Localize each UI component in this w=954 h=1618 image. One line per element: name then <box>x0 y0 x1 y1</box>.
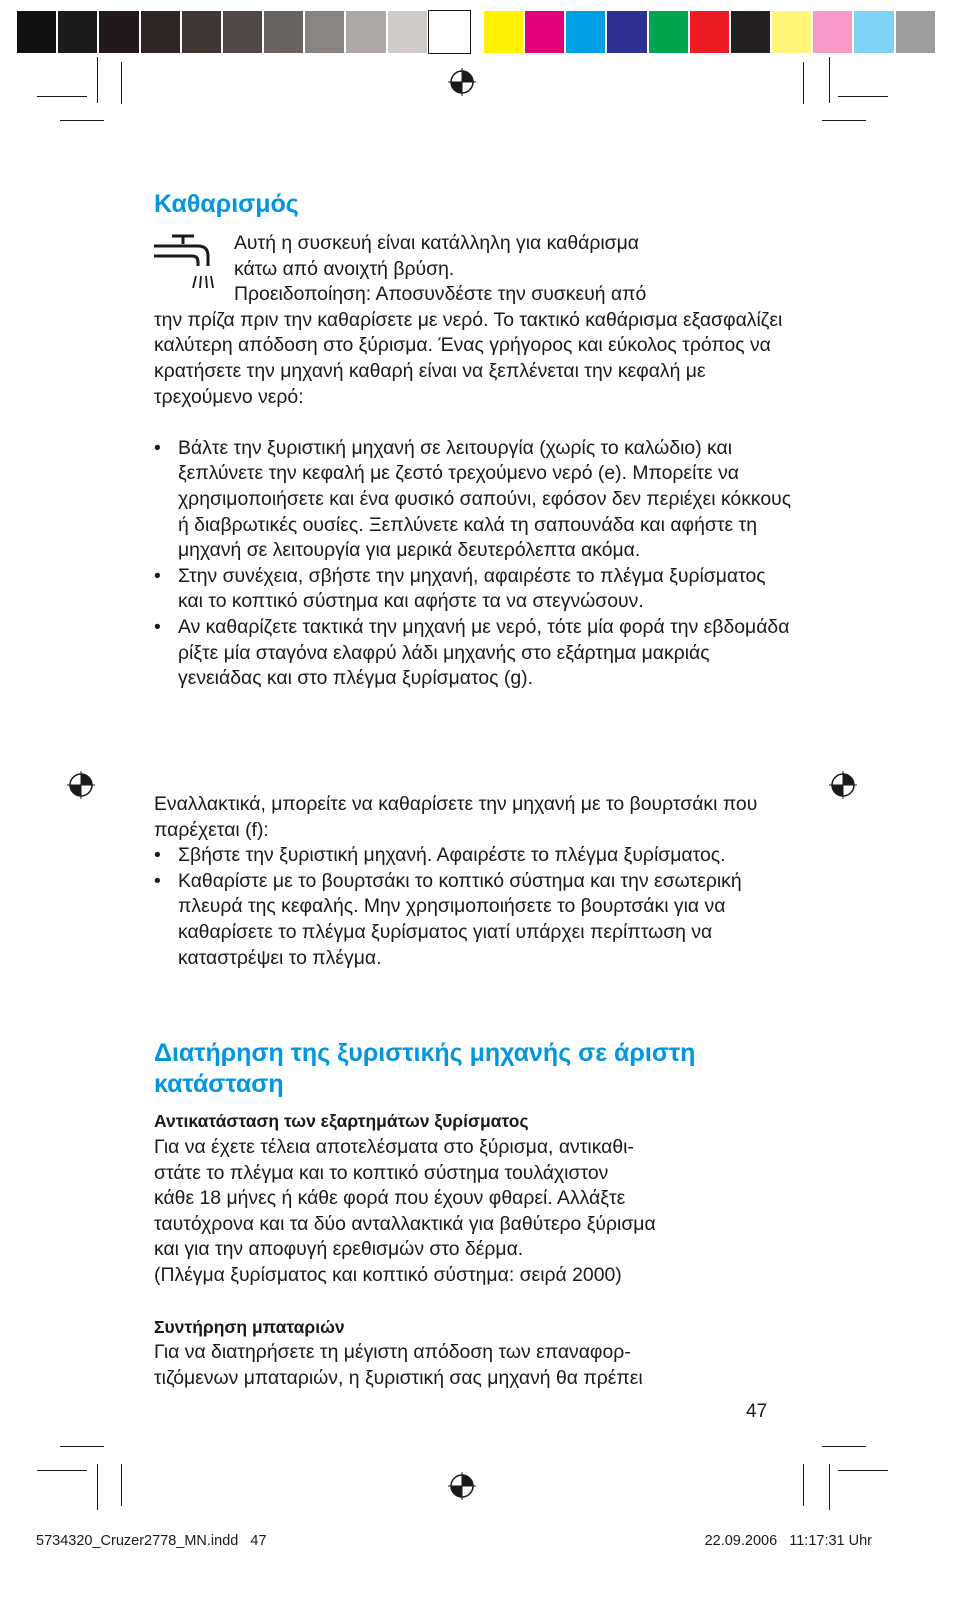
crop-mark <box>829 1464 830 1510</box>
color-swatch <box>690 11 731 53</box>
section-title-maintenance: Διατήρηση της ξυριστικής μηχανής σε άριστη <box>154 1039 696 1067</box>
color-swatch <box>566 11 607 53</box>
color-swatch <box>388 11 429 53</box>
replacement-line: και για την αποφυγή ερεθισμών στο δέρμα. <box>154 1238 524 1261</box>
color-calibration-bar <box>17 11 937 53</box>
registration-mark-icon <box>829 771 857 799</box>
color-swatch <box>17 11 58 53</box>
color-swatch <box>141 11 182 53</box>
color-swatch <box>772 11 813 53</box>
battery-line: τιζόμενων μπαταριών, η ξυριστική σας μηχανή θα πρέπει <box>154 1366 643 1389</box>
crop-mark <box>838 1470 888 1471</box>
list-item: • Βάλτε την ξυριστική μηχανή σε λειτουργία (χωρίς το καλώδιο) και ξεπλύνετε την κεφαλή με ζεστό τρεχούμενο νερό (e). Μπορείτε να χρησιμοποιήσετε και ένα φυσικό σαπούνι, εφόσον δεν περιέχει κόκκους ή διαβρωτικές ουσίες. Ξεπλύνετε καλά τη σαπουνάδα και αφήστε τη μηχανή σε λειτουργία για μερικά δευτερόλεπτα ακόμα. <box>154 436 794 564</box>
color-swatch <box>182 11 223 53</box>
crop-mark <box>60 1446 104 1447</box>
color-swatch <box>854 11 895 53</box>
color-swatch <box>264 11 305 53</box>
list-item: • Στην συνέχεια, σβήστε την μηχανή, αφαιρέστε το πλέγμα ξυρίσματος και το κοπτικό σύστημα και αφήστε τα να στεγνώσουν. <box>154 564 794 615</box>
alternative-intro: Εναλλακτικά, μπορείτε να καθαρίσετε την μηχανή με το βουρτσάκι που παρέχεται (f): <box>154 793 758 841</box>
crop-mark <box>803 1464 804 1506</box>
color-swatch <box>429 11 470 53</box>
crop-mark <box>822 1446 866 1447</box>
footer-file-info: 5734320_Cruzer2778_MN.indd 47 <box>36 1533 267 1549</box>
crop-mark <box>822 120 866 121</box>
registration-mark-icon <box>67 771 95 799</box>
color-bar-gap <box>470 11 484 53</box>
color-swatch <box>525 11 566 53</box>
brush-steps-list <box>154 843 794 971</box>
color-swatch <box>731 11 772 53</box>
color-swatch <box>813 11 854 53</box>
crop-mark <box>37 1470 87 1471</box>
replacement-line: ταυτόχρονα και τα δύο ανταλλακτικά για βαθύτερο ξύρισμα <box>154 1212 656 1235</box>
intro-paragraph: την πρίζα πριν την καθαρίσετε με νερό. Το τακτικό καθάρισμα εξασφαλίζει καλύτερη απόδοση στο ξύρισμα. Ένας γρήγορος και εύκολος τρόπος να κρατήσετε την μηχανή καθαρή είναι να ξεπλένεται την κεφαλή με τρεχούμενο νερό: <box>154 308 783 408</box>
subheading-replacing-parts: Αντικατάσταση των εξαρτημάτων ξυρίσματος <box>154 1111 529 1131</box>
tap-water-icon <box>152 232 214 294</box>
color-swatch <box>649 11 690 53</box>
color-swatch <box>346 11 387 53</box>
replacement-line: Για να έχετε τέλεια αποτελέσματα στο ξύρισμα, αντικαθι- <box>154 1136 634 1158</box>
crop-mark <box>829 57 830 103</box>
list-item: • Σβήστε την ξυριστική μηχανή. Αφαιρέστε το πλέγμα ξυρίσματος. <box>154 843 794 869</box>
list-item: • Αν καθαρίζετε τακτικά την μηχανή με νερό, τότε μία φορά την εβδομάδα ρίξτε μία σταγόνα ελαφρύ λάδι μηχανής στο εξάρτημα μακριάς γενειάδας και στο πλέγμα ξυρίσματος (g). <box>154 615 794 692</box>
intro-line: Προειδοποίηση: Αποσυνδέστε την συσκευή από <box>234 283 647 306</box>
color-swatch <box>607 11 648 53</box>
color-swatch <box>896 11 937 53</box>
page-number: 47 <box>746 1401 768 1422</box>
list-item: • Καθαρίστε με το βουρτσάκι το κοπτικό σύστημα και την εσωτερική πλευρά της κεφαλής. Μην χρησιμοποιήσετε το βουρτσάκι για να καθαρίσετε το πλέγμα ξυρίσματος γιατί υπάρχει περίπτωση να καταστρέψει το πλέγμα. <box>154 869 794 971</box>
replacement-line: στάτε το πλέγμα και το κοπτικό σύστημα τουλάχιστον <box>154 1161 609 1184</box>
battery-line: Για να διατηρήσετε τη μέγιστη απόδοση των επαναφορ- <box>154 1341 631 1363</box>
color-swatch <box>58 11 99 53</box>
crop-mark <box>97 1464 98 1510</box>
crop-mark <box>60 120 104 121</box>
subheading-battery-care: Συντήρηση μπαταριών <box>154 1317 345 1337</box>
color-swatch <box>99 11 140 53</box>
crop-mark <box>37 96 87 97</box>
crop-mark <box>121 1464 122 1506</box>
replacement-line: κάθε 18 μήνες ή κάθε φορά που έχουν φθαρεί. Αλλάξτε <box>154 1187 626 1210</box>
section-title-cleaning: Καθαρισμός <box>154 190 299 218</box>
section-title-maintenance-cont: κατάσταση <box>154 1070 284 1098</box>
color-swatch <box>223 11 264 53</box>
registration-mark-icon <box>448 1472 476 1500</box>
replacement-line: (Πλέγμα ξυρίσματος και κοπτικό σύστημα: σειρά 2000) <box>154 1264 622 1286</box>
crop-mark <box>97 57 98 103</box>
footer-timestamp: 22.09.2006 11:17:31 Uhr <box>704 1533 872 1549</box>
intro-line: κάτω από ανοιχτή βρύση. <box>234 257 455 280</box>
color-swatch <box>484 11 525 53</box>
registration-mark-icon <box>448 68 476 96</box>
color-swatch <box>305 11 346 53</box>
crop-mark <box>803 62 804 104</box>
crop-mark <box>838 96 888 97</box>
crop-mark <box>121 62 122 104</box>
intro-line: Αυτή η συσκευή είναι κατάλληλη για καθάρισμα <box>234 232 640 254</box>
cleaning-steps-list <box>154 436 794 692</box>
